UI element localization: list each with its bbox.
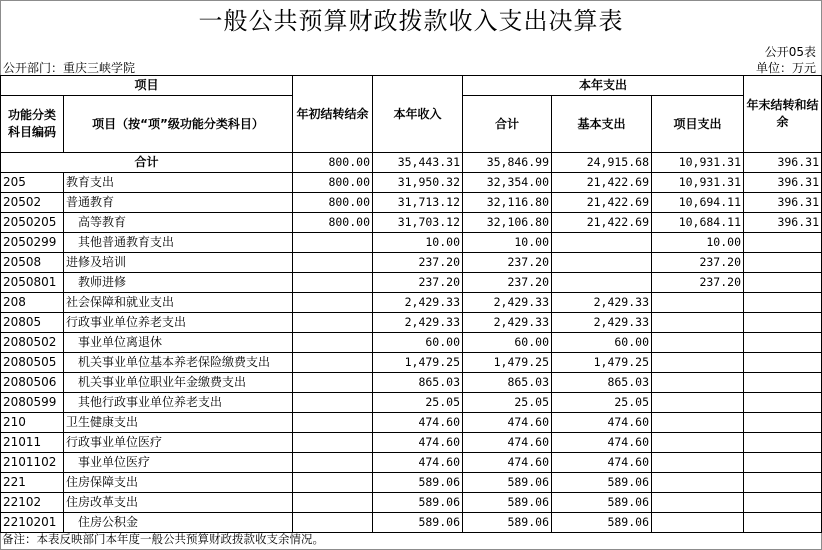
cell-total: 32,354.00 (463, 173, 552, 193)
cell-basic: 1,479.25 (552, 353, 652, 373)
cell-end-balance (744, 293, 822, 313)
cell-basic: 25.05 (552, 393, 652, 413)
cell-end-balance: 396.31 (744, 193, 822, 213)
cell-begin-balance (293, 473, 373, 493)
cell-project (652, 493, 744, 513)
cell-total: 2,429.33 (463, 313, 552, 333)
cell-basic: 589.06 (552, 493, 652, 513)
header-basic: 基本支出 (552, 96, 652, 153)
cell-basic: 474.60 (552, 453, 652, 473)
cell-code: 2080506 (1, 373, 64, 393)
cell-name: 行政事业单位养老支出 (64, 313, 293, 333)
header-expenditure-group: 本年支出 (463, 76, 744, 96)
cell-total: 32,106.80 (463, 213, 552, 233)
cell-basic: 21,422.69 (552, 173, 652, 193)
footnote: 备注：本表反映部门本年度一般公共预算财政拨款收支余情况。 (2, 532, 324, 546)
cell-end-balance: 396.31 (744, 213, 822, 233)
cell-project (652, 353, 744, 373)
cell-code: 20508 (1, 253, 64, 273)
cell-begin-balance: 800.00 (293, 153, 373, 173)
cell-project: 10,694.11 (652, 193, 744, 213)
cell-end-balance (744, 273, 822, 293)
cell-basic (552, 273, 652, 293)
cell-income: 474.60 (373, 433, 463, 453)
cell-project: 10,931.31 (652, 153, 744, 173)
cell-total: 589.06 (463, 473, 552, 493)
cell-name: 普通教育 (64, 193, 293, 213)
cell-total: 237.20 (463, 273, 552, 293)
total-row (1, 153, 822, 173)
cell-end-balance (744, 413, 822, 433)
cell-begin-balance (293, 513, 373, 533)
cell-code: 205 (1, 173, 64, 193)
cell-income: 589.06 (373, 473, 463, 493)
budget-table (0, 75, 822, 533)
cell-income: 2,429.33 (373, 293, 463, 313)
cell-total: 10.00 (463, 233, 552, 253)
table-row (1, 293, 822, 313)
cell-begin-balance (293, 453, 373, 473)
cell-income: 865.03 (373, 373, 463, 393)
cell-name: 教育支出 (64, 173, 293, 193)
cell-basic: 474.60 (552, 413, 652, 433)
cell-begin-balance (293, 313, 373, 333)
table-row (1, 433, 822, 453)
table-row (1, 333, 822, 353)
cell-total: 1,479.25 (463, 353, 552, 373)
cell-code: 2050801 (1, 273, 64, 293)
cell-begin-balance (293, 233, 373, 253)
cell-basic: 865.03 (552, 373, 652, 393)
department-label: 公开部门：重庆三峡学院 (3, 61, 136, 75)
table-row (1, 493, 822, 513)
cell-project (652, 333, 744, 353)
cell-income: 60.00 (373, 333, 463, 353)
cell-end-balance (744, 493, 822, 513)
cell-total: 589.06 (463, 493, 552, 513)
cell-code: 2210201 (1, 513, 64, 533)
cell-begin-balance (293, 393, 373, 413)
cell-income: 1,479.25 (373, 353, 463, 373)
table-row (1, 513, 822, 533)
cell-project (652, 313, 744, 333)
cell-begin-balance (293, 253, 373, 273)
cell-total: 25.05 (463, 393, 552, 413)
cell-basic: 21,422.69 (552, 213, 652, 233)
cell-end-balance (744, 433, 822, 453)
cell-income: 25.05 (373, 393, 463, 413)
cell-project: 10,684.11 (652, 213, 744, 233)
cell-end-balance (744, 453, 822, 473)
cell-total: 237.20 (463, 253, 552, 273)
cell-code: 2080502 (1, 333, 64, 353)
form-number: 公开05表 (764, 45, 816, 59)
cell-code: 22102 (1, 493, 64, 513)
cell-name: 住房保障支出 (64, 473, 293, 493)
cell-total: 35,846.99 (463, 153, 552, 173)
cell-project (652, 453, 744, 473)
cell-name: 高等教育 (64, 213, 293, 233)
cell-income: 35,443.31 (373, 153, 463, 173)
cell-name: 机关事业单位职业年金缴费支出 (64, 373, 293, 393)
cell-code: 2080599 (1, 393, 64, 413)
cell-total: 865.03 (463, 373, 552, 393)
cell-end-balance (744, 393, 822, 413)
cell-code: 210 (1, 413, 64, 433)
cell-code: 2050205 (1, 213, 64, 233)
table-row (1, 273, 822, 293)
cell-project: 237.20 (652, 273, 744, 293)
cell-name: 住房公积金 (64, 513, 293, 533)
cell-project (652, 513, 744, 533)
report-title: 一般公共预算财政拨款收入支出决算表 (198, 7, 624, 35)
cell-begin-balance (293, 373, 373, 393)
cell-basic: 24,915.68 (552, 153, 652, 173)
cell-basic: 21,422.69 (552, 193, 652, 213)
cell-project: 237.20 (652, 253, 744, 273)
cell-begin-balance (293, 293, 373, 313)
table-row (1, 193, 822, 213)
cell-basic: 589.06 (552, 513, 652, 533)
cell-name: 其他普通教育支出 (64, 233, 293, 253)
header-income: 本年收入 (373, 76, 463, 153)
cell-begin-balance: 800.00 (293, 193, 373, 213)
table-row (1, 233, 822, 253)
cell-name: 机关事业单位基本养老保险缴费支出 (64, 353, 293, 373)
cell-begin-balance (293, 353, 373, 373)
cell-project (652, 433, 744, 453)
cell-income: 474.60 (373, 453, 463, 473)
cell-project (652, 393, 744, 413)
cell-end-balance (744, 513, 822, 533)
table-row (1, 213, 822, 233)
cell-begin-balance (293, 333, 373, 353)
cell-name: 行政事业单位医疗 (64, 433, 293, 453)
cell-end-balance: 396.31 (744, 153, 822, 173)
cell-begin-balance (293, 273, 373, 293)
cell-code: 20805 (1, 313, 64, 333)
cell-project: 10.00 (652, 233, 744, 253)
cell-income: 589.06 (373, 493, 463, 513)
cell-name: 事业单位医疗 (64, 453, 293, 473)
header-end-balance: 年末结转和结余 (744, 76, 822, 153)
cell-name: 事业单位离退休 (64, 333, 293, 353)
cell-income: 31,950.32 (373, 173, 463, 193)
header-code: 功能分类科目编码 (1, 96, 64, 153)
cell-income: 31,713.12 (373, 193, 463, 213)
cell-code: 2080505 (1, 353, 64, 373)
cell-basic (552, 233, 652, 253)
cell-end-balance (744, 233, 822, 253)
cell-income: 10.00 (373, 233, 463, 253)
header-total: 合计 (463, 96, 552, 153)
cell-end-balance: 396.31 (744, 173, 822, 193)
cell-name: 其他行政事业单位养老支出 (64, 393, 293, 413)
cell-begin-balance (293, 433, 373, 453)
table-row (1, 253, 822, 273)
cell-income: 237.20 (373, 273, 463, 293)
cell-end-balance (744, 373, 822, 393)
cell-income: 237.20 (373, 253, 463, 273)
table-row (1, 353, 822, 373)
cell-basic: 589.06 (552, 473, 652, 493)
cell-total: 32,116.80 (463, 193, 552, 213)
cell-end-balance (744, 473, 822, 493)
cell-project (652, 413, 744, 433)
table-row (1, 473, 822, 493)
cell-total: 474.60 (463, 433, 552, 453)
cell-basic: 60.00 (552, 333, 652, 353)
table-row (1, 453, 822, 473)
cell-end-balance (744, 253, 822, 273)
cell-begin-balance: 800.00 (293, 213, 373, 233)
table-row (1, 313, 822, 333)
cell-name: 社会保障和就业支出 (64, 293, 293, 313)
table-row (1, 393, 822, 413)
cell-basic: 2,429.33 (552, 313, 652, 333)
header-name: 项目（按“项”级功能分类科目） (64, 96, 293, 153)
cell-code: 221 (1, 473, 64, 493)
cell-total: 60.00 (463, 333, 552, 353)
cell-code: 2050299 (1, 233, 64, 253)
cell-begin-balance: 800.00 (293, 173, 373, 193)
cell-total: 2,429.33 (463, 293, 552, 313)
unit-label: 单位：万元 (755, 61, 816, 75)
header-project: 项目支出 (652, 96, 744, 153)
cell-project: 10,931.31 (652, 173, 744, 193)
cell-name: 合计 (1, 153, 293, 173)
cell-income: 2,429.33 (373, 313, 463, 333)
cell-code: 21011 (1, 433, 64, 453)
cell-end-balance (744, 353, 822, 373)
cell-code: 20502 (1, 193, 64, 213)
cell-income: 474.60 (373, 413, 463, 433)
cell-basic (552, 253, 652, 273)
cell-project (652, 473, 744, 493)
cell-project (652, 373, 744, 393)
cell-total: 474.60 (463, 453, 552, 473)
cell-income: 589.06 (373, 513, 463, 533)
cell-name: 卫生健康支出 (64, 413, 293, 433)
cell-end-balance (744, 333, 822, 353)
cell-code: 2101102 (1, 453, 64, 473)
cell-basic: 474.60 (552, 433, 652, 453)
table-row (1, 373, 822, 393)
cell-basic: 2,429.33 (552, 293, 652, 313)
cell-begin-balance (293, 493, 373, 513)
cell-code: 208 (1, 293, 64, 313)
cell-end-balance (744, 313, 822, 333)
header-begin-balance: 年初结转结余 (293, 76, 373, 153)
cell-project (652, 293, 744, 313)
header-item: 项目 (1, 76, 293, 96)
cell-begin-balance (293, 413, 373, 433)
cell-name: 进修及培训 (64, 253, 293, 273)
table-row (1, 173, 822, 193)
cell-total: 589.06 (463, 513, 552, 533)
cell-name: 住房改革支出 (64, 493, 293, 513)
cell-income: 31,703.12 (373, 213, 463, 233)
cell-total: 474.60 (463, 413, 552, 433)
table-row (1, 413, 822, 433)
cell-name: 教师进修 (64, 273, 293, 293)
